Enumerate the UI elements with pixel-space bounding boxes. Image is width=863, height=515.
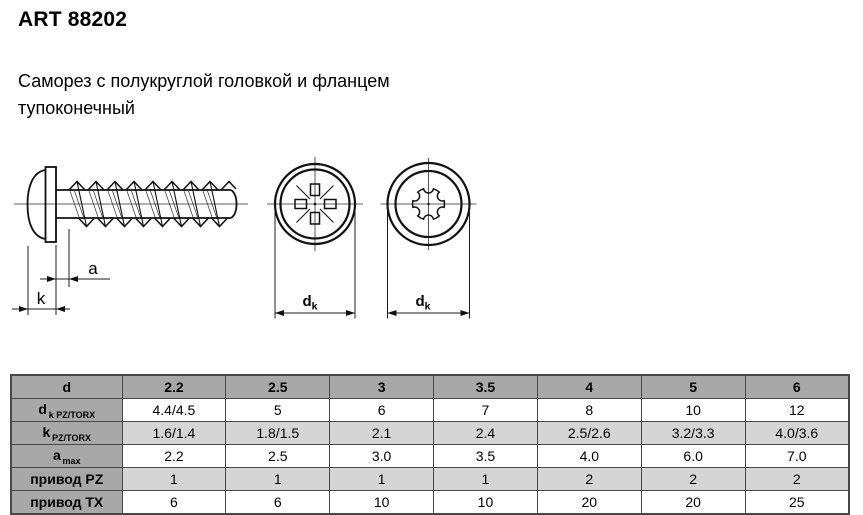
- dim-label-dk-tx: $d_k$: [415, 293, 431, 313]
- table-value-cell: 6: [330, 399, 434, 422]
- table-value-cell: 2: [641, 468, 745, 491]
- row-label-cell: привод PZ: [11, 468, 122, 491]
- corner-header-cell: d: [11, 375, 122, 399]
- table-value-cell: 6: [122, 491, 226, 515]
- table-value-cell: 25: [745, 491, 849, 515]
- pz-head-view: [267, 157, 363, 319]
- tx-head-view: [381, 158, 477, 319]
- dim-label-k: k: [36, 289, 46, 308]
- table-value-cell: 4.4/4.5: [122, 399, 226, 422]
- table-value-cell: 10: [641, 399, 745, 422]
- table-value-cell: 2: [537, 468, 641, 491]
- table-value-cell: 7.0: [745, 445, 849, 468]
- table-value-cell: 6.0: [641, 445, 745, 468]
- side-view-drawing: [12, 167, 248, 315]
- table-value-cell: 3.2/3.3: [641, 422, 745, 445]
- table-value-cell: 2.4: [434, 422, 538, 445]
- column-header-cell: 2.2: [122, 375, 226, 399]
- row-label-cell: k $_{PZ/TORX}$: [11, 422, 122, 445]
- page-title: ART 88202: [18, 8, 128, 31]
- table-value-cell: 2: [745, 468, 849, 491]
- table-row: [11, 422, 849, 445]
- column-header-cell: 5: [641, 375, 745, 399]
- table-value-cell: 7: [434, 399, 538, 422]
- column-header-cell: 2.5: [226, 375, 330, 399]
- table-value-cell: 2.2: [122, 445, 226, 468]
- table-value-cell: 1: [434, 468, 538, 491]
- row-label-cell: привод TX: [11, 491, 122, 515]
- product-description-line1: Саморез с полукруглой головкой и фланцем: [18, 71, 390, 91]
- table-value-cell: 1: [122, 468, 226, 491]
- table-value-cell: 1: [330, 468, 434, 491]
- row-label-cell: a $_{max}$: [11, 445, 122, 468]
- table-value-cell: 8: [537, 399, 641, 422]
- row-label-cell: d $_{k PZ/TORX}$: [11, 399, 122, 422]
- table-value-cell: 1.8/1.5: [226, 422, 330, 445]
- column-header-cell: 4: [537, 375, 641, 399]
- product-description-line2: тупоконечный: [18, 98, 135, 118]
- table-value-cell: 4.0/3.6: [745, 422, 849, 445]
- column-header-cell: 6: [745, 375, 849, 399]
- dimensions-table: [10, 374, 850, 515]
- column-header-cell: 3: [330, 375, 434, 399]
- product-description: [18, 68, 390, 122]
- table-row: [11, 468, 849, 491]
- table-value-cell: 3.5: [434, 445, 538, 468]
- table-value-cell: 2.5/2.6: [537, 422, 641, 445]
- dim-label-dk-pz: $d_k$: [302, 293, 318, 313]
- table-value-cell: 1.6/1.4: [122, 422, 226, 445]
- table-value-cell: 6: [226, 491, 330, 515]
- table-row: [11, 491, 849, 515]
- table-value-cell: 12: [745, 399, 849, 422]
- table-value-cell: 1: [226, 468, 330, 491]
- table-value-cell: 2.5: [226, 445, 330, 468]
- table-row: [11, 445, 849, 468]
- table-value-cell: 20: [537, 491, 641, 515]
- table-value-cell: 20: [641, 491, 745, 515]
- table-value-cell: 3.0: [330, 445, 434, 468]
- column-header-cell: 3.5: [434, 375, 538, 399]
- table-value-cell: 5: [226, 399, 330, 422]
- technical-drawing: [0, 150, 500, 330]
- table-value-cell: 10: [434, 491, 538, 515]
- table-header-row: [11, 375, 849, 399]
- dim-label-a: a: [88, 259, 98, 278]
- table-row: [11, 399, 849, 422]
- table-value-cell: 2.1: [330, 422, 434, 445]
- table-value-cell: 4.0: [537, 445, 641, 468]
- table-value-cell: 10: [330, 491, 434, 515]
- thread-crests-bottom: [79, 218, 228, 227]
